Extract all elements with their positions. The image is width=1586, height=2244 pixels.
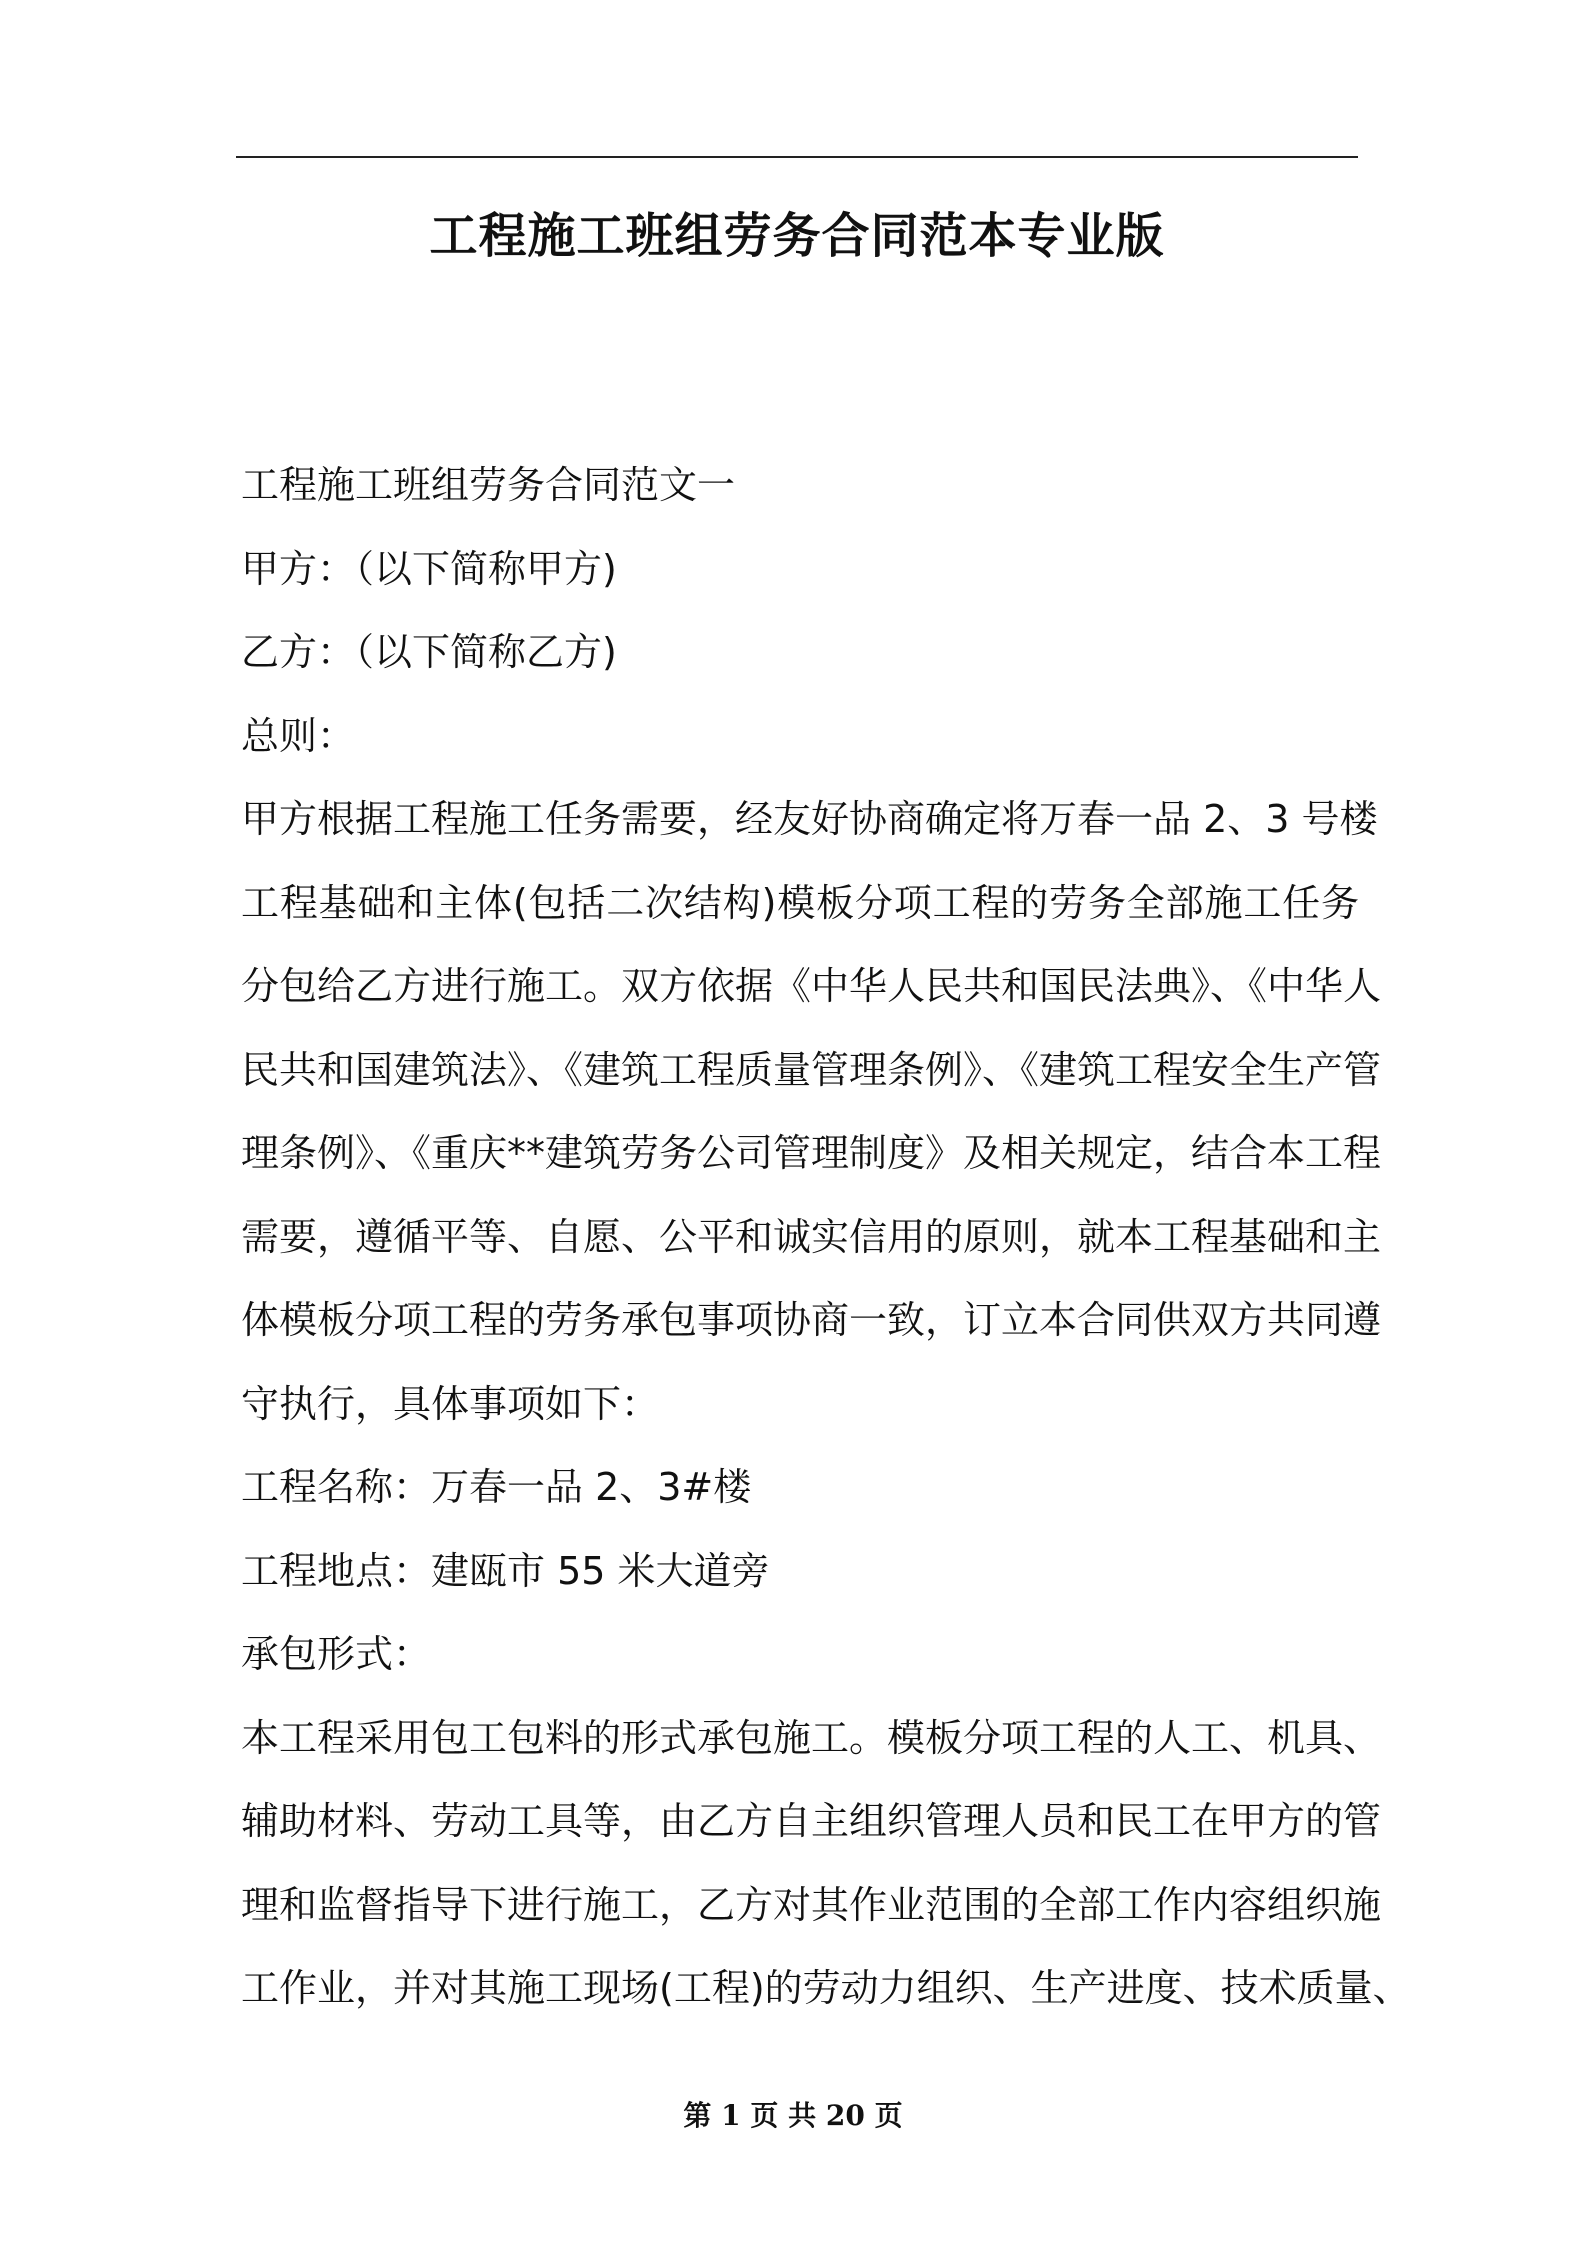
paragraph-line: 理和监督指导下进行施工，乙方对其作业范围的全部工作内容组织施 xyxy=(241,1882,1382,1927)
project-name-line: 工程名称：万春一品 2、3#楼 xyxy=(241,1465,752,1509)
paragraph-line: 体模板分项工程的劳务承包事项协商一致，订立本合同供双方共同遵 xyxy=(241,1298,1382,1342)
project-location-line: 工程地点：建瓯市 55 米大道旁 xyxy=(241,1548,770,1593)
contract-form-label: 承包形式： xyxy=(241,1632,432,1676)
paragraph-line: 需要，遵循平等、自愿、公平和诚实信用的原则，就本工程基础和主 xyxy=(241,1214,1382,1259)
party-b-line: 乙方：（以下简称乙方) xyxy=(241,630,617,674)
party-a-line: 甲方：（以下简称甲方) xyxy=(241,546,617,591)
header-rule xyxy=(236,156,1358,158)
paragraph-line: 民共和国建筑法》、《建筑工程质量管理条例》、《建筑工程安全生产管 xyxy=(241,1047,1382,1092)
document-title: 工程施工班组劳务合同范本专业版 xyxy=(429,208,1165,264)
section-heading: 工程施工班组劳务合同范文一 xyxy=(241,463,736,507)
general-provisions-label: 总则： xyxy=(241,713,356,758)
paragraph-line: 理条例》、《重庆**建筑劳务公司管理制度》及相关规定，结合本工程 xyxy=(241,1131,1382,1175)
paragraph-line: 守执行，具体事项如下： xyxy=(241,1381,660,1426)
paragraph-line: 工作业，并对其施工现场(工程)的劳动力组织、生产进度、技术质量、 xyxy=(241,1966,1411,2010)
document-body xyxy=(241,444,1411,2031)
paragraph-line: 工程基础和主体(包括二次结构)模板分项工程的劳务全部施工任务 xyxy=(241,880,1359,925)
paragraph-line: 分包给乙方进行施工。双方依据《中华人民共和国民法典》、《中华人 xyxy=(241,964,1382,1008)
paragraph-line: 甲方根据工程施工任务需要，经友好协商确定将万春一品 2、3 号楼 xyxy=(241,797,1378,841)
page-number: 第 1 页 共 20 页 xyxy=(683,2099,903,2132)
paragraph-line: 本工程采用包工包料的形式承包施工。模板分项工程的人工、机具、 xyxy=(241,1715,1382,1760)
paragraph-line: 辅助材料、劳动工具等，由乙方自主组织管理人员和民工在甲方的管 xyxy=(241,1799,1382,1843)
